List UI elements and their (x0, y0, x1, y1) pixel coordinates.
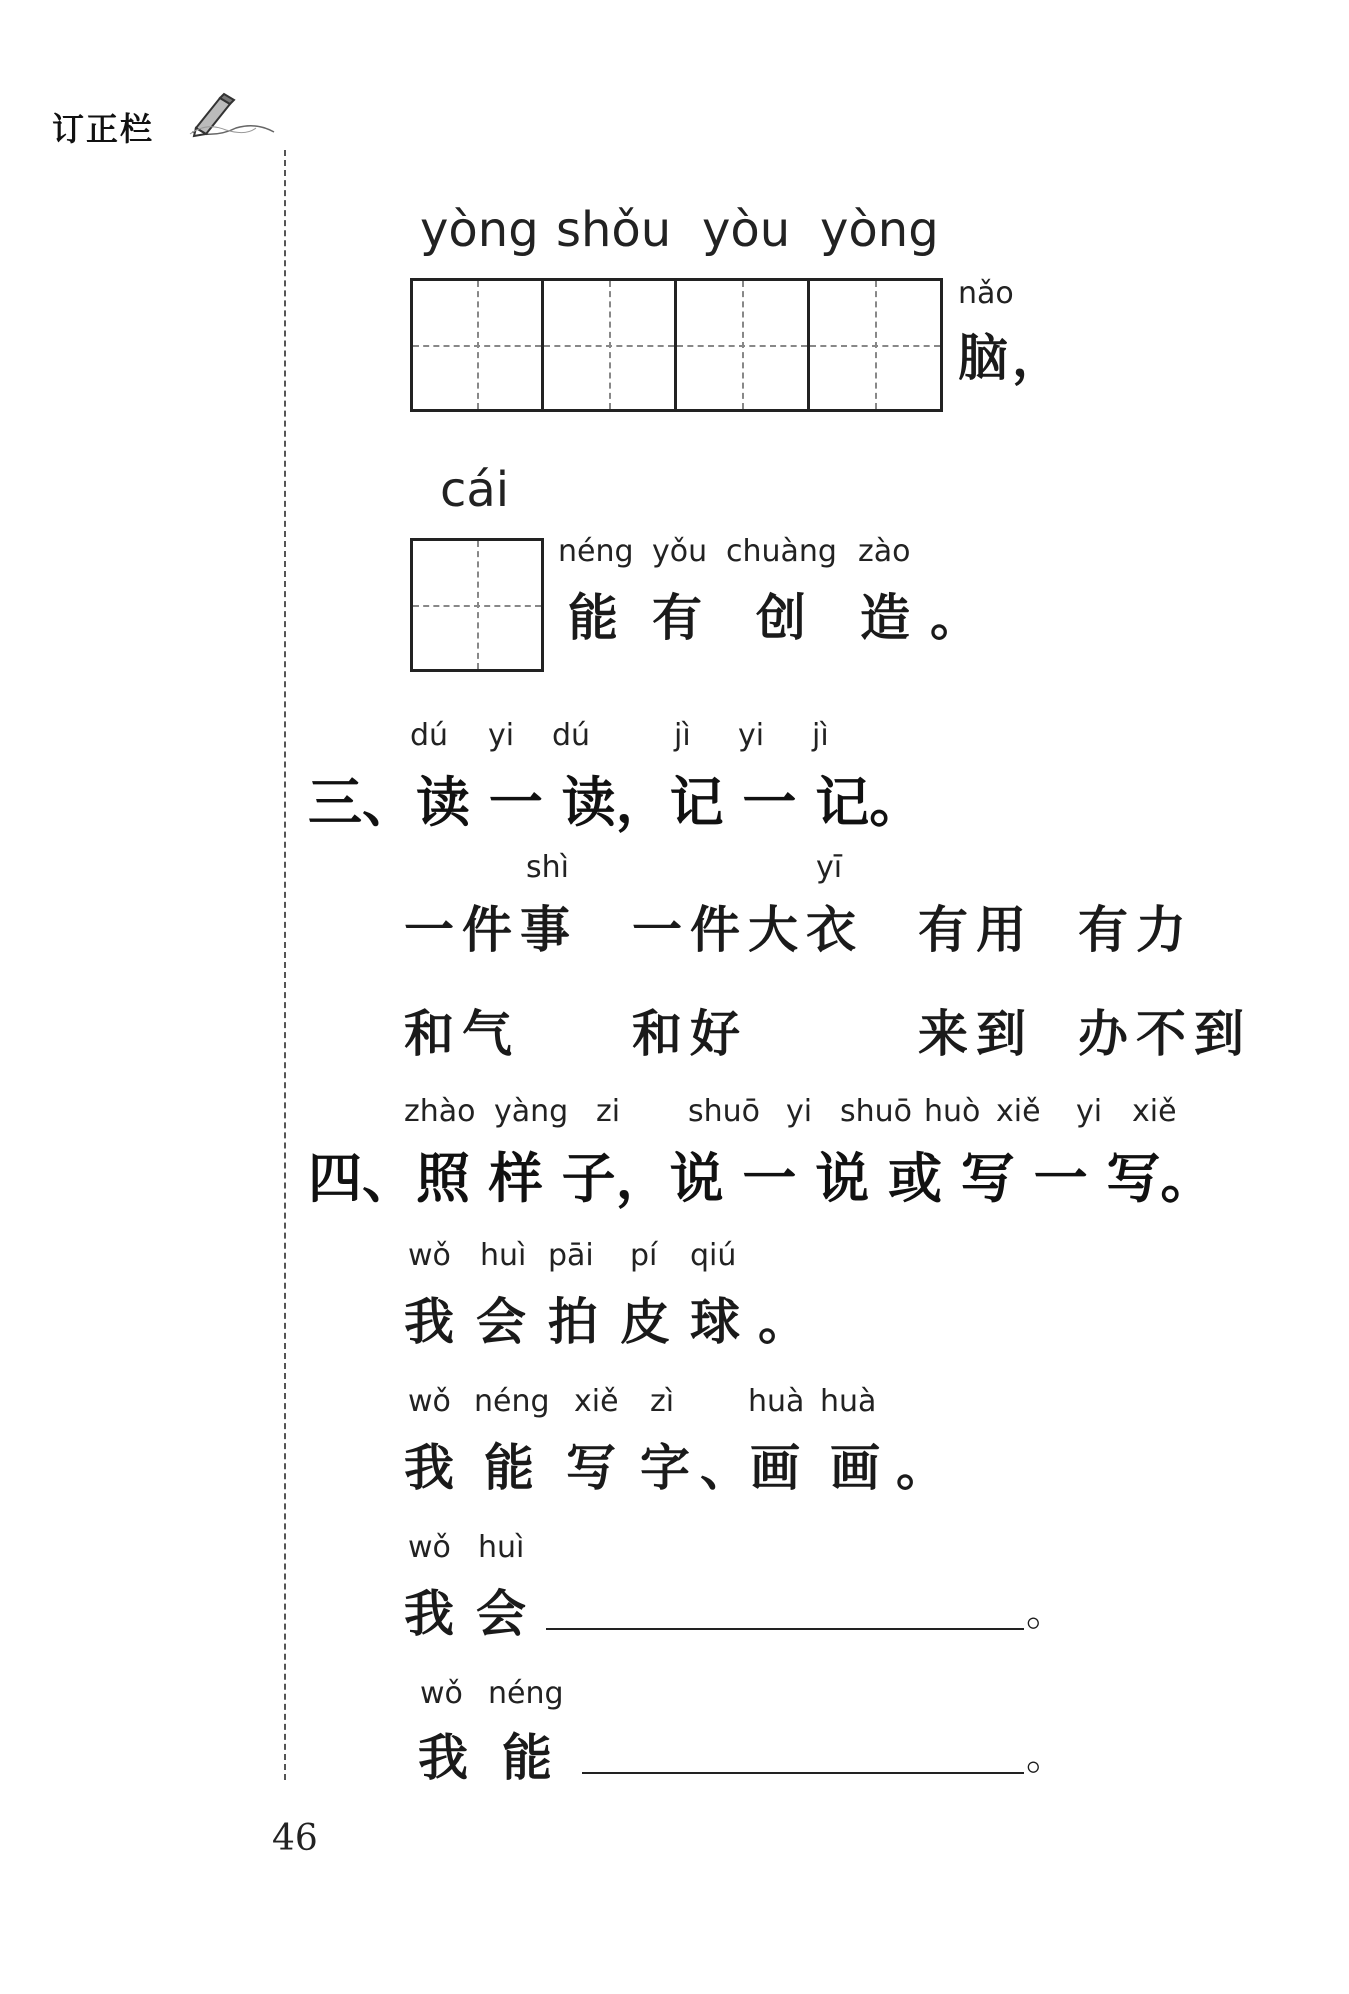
char-hui: 会 (476, 1293, 526, 1351)
writing-box-2[interactable] (541, 278, 677, 412)
pinyin-yi-4: yi (786, 1094, 813, 1129)
period: 。 (930, 589, 980, 647)
char-pai: 拍 (548, 1293, 598, 1351)
section3-title: 三、读 一 读，记 一 记。 (308, 771, 924, 834)
pinyin-hui: huì (480, 1238, 527, 1273)
pinyin-neng: néng (558, 534, 634, 569)
pinyin-you-2: yǒu (652, 534, 708, 569)
answer-line-2[interactable] (582, 1772, 1024, 1774)
period-5: 。 (1026, 1733, 1066, 1779)
pinyin-shuo-2: shuō (840, 1094, 913, 1129)
char-wo-4: 我 (418, 1729, 468, 1787)
pinyin-zao: zào (858, 534, 911, 569)
char-qiu: 球 (690, 1293, 740, 1351)
pinyin-neng-2: néng (474, 1384, 550, 1419)
char-zi: 字 (640, 1439, 690, 1497)
pinyin-zi: zi (596, 1094, 621, 1129)
pinyin-neng-3: néng (488, 1676, 564, 1711)
pinyin-ji-2: jì (812, 718, 829, 753)
pinyin-xie: xiě (996, 1094, 1041, 1129)
pinyin-qiu: qiú (690, 1238, 737, 1273)
period-3: 。 (896, 1439, 946, 1497)
pinyin-xie-3: xiě (574, 1384, 619, 1419)
char-nao: 脑 (958, 329, 1008, 387)
pinyin-yi-2: yi (738, 718, 765, 753)
pinyin-ji: jì (674, 718, 691, 753)
pinyin-yang: yàng (494, 1094, 569, 1129)
word-yi-jian-da-yi: 一件大衣 (632, 901, 864, 959)
char-hua: 、画 (700, 1439, 800, 1497)
comma: ， (1012, 329, 1062, 387)
word-you-li: 有力 (1078, 901, 1194, 959)
answer-line-1[interactable] (546, 1628, 1024, 1630)
char-pi: 皮 (620, 1293, 670, 1351)
char-you: 有 (652, 589, 702, 647)
char-wo-3: 我 (404, 1585, 454, 1643)
correction-column-title: 订正栏 (52, 110, 155, 148)
writing-box-5[interactable] (410, 538, 544, 672)
word-ban-bu-dao: 办不到 (1078, 1005, 1252, 1063)
pinyin-shou: shǒu (556, 202, 672, 258)
pinyin-huo: huò (924, 1094, 981, 1129)
period-2: 。 (758, 1293, 808, 1351)
pinyin-shi: shì (526, 850, 569, 885)
char-wo: 我 (404, 1293, 454, 1351)
pinyin-wo-3: wǒ (408, 1530, 451, 1565)
char-xie: 写 (566, 1439, 616, 1497)
page-number: 46 (272, 1818, 318, 1859)
word-he-hao: 和好 (632, 1005, 748, 1063)
writing-box-1[interactable] (410, 278, 544, 412)
margin-divider (284, 150, 286, 1780)
pencil-icon (186, 92, 276, 142)
pinyin-nao: nǎo (958, 276, 1014, 311)
pinyin-wo: wǒ (408, 1238, 451, 1273)
char-hua-2: 画 (830, 1439, 880, 1497)
char-chuang: 创 (756, 589, 806, 647)
pinyin-hua: huà (748, 1384, 805, 1419)
pinyin-xie-2: xiě (1132, 1094, 1177, 1129)
pinyin-yong: yòng (420, 202, 539, 258)
writing-box-4[interactable] (807, 278, 943, 412)
pinyin-you: yòu (702, 202, 791, 258)
char-neng-2: 能 (484, 1439, 534, 1497)
pinyin-yi-5: yi (1076, 1094, 1103, 1129)
period-4: 。 (1026, 1589, 1066, 1635)
char-neng: 能 (568, 589, 618, 647)
word-yi-jian-shi: 一件事 (404, 901, 578, 959)
writing-box-3[interactable] (674, 278, 810, 412)
pinyin-du: dú (410, 718, 449, 753)
pinyin-zi-2: zì (650, 1384, 675, 1419)
section4-title: 四、照 样 子，说 一 说 或 写 一 写。 (308, 1147, 1215, 1210)
pinyin-yi: yi (488, 718, 515, 753)
pinyin-pi: pí (630, 1238, 658, 1273)
pinyin-pai: pāi (548, 1238, 594, 1273)
pinyin-zhao: zhào (404, 1094, 476, 1129)
pinyin-hui-2: huì (478, 1530, 525, 1565)
pinyin-wo-4: wǒ (420, 1676, 463, 1711)
pinyin-wo-2: wǒ (408, 1384, 451, 1419)
char-zao: 造 (860, 589, 910, 647)
char-hui-2: 会 (476, 1585, 526, 1643)
word-lai-dao: 来到 (918, 1005, 1034, 1063)
pinyin-hua-2: huà (820, 1384, 877, 1419)
word-he-qi: 和气 (404, 1005, 520, 1063)
pinyin-cai: cái (440, 462, 510, 518)
pinyin-yi-3: yī (816, 850, 843, 885)
char-neng-3: 能 (502, 1729, 552, 1787)
pinyin-du-2: dú (552, 718, 591, 753)
pinyin-shuo: shuō (688, 1094, 761, 1129)
char-wo-2: 我 (404, 1439, 454, 1497)
word-you-yong: 有用 (918, 901, 1034, 959)
pinyin-yong-2: yòng (820, 202, 939, 258)
pinyin-chuang: chuàng (726, 534, 837, 569)
